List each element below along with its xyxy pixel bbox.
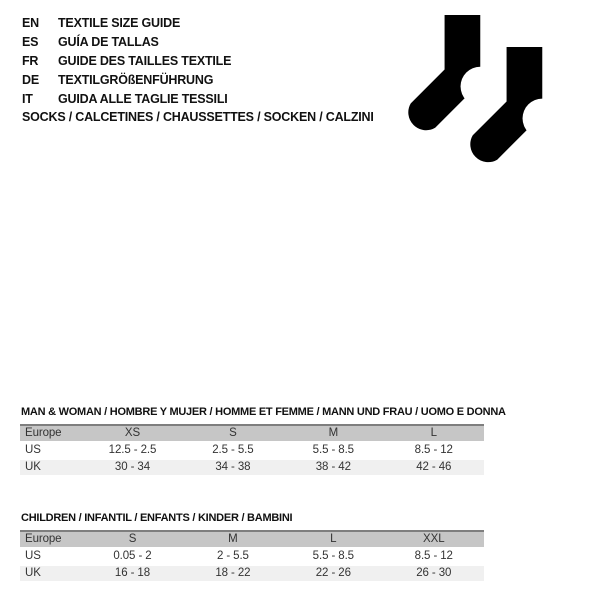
language-code-en: EN [22, 15, 39, 30]
adults-uk-m: 38 - 42 [283, 460, 383, 477]
language-row-en [22, 13, 231, 32]
adults-col-l: L [384, 424, 484, 443]
adults-size-table [20, 424, 484, 477]
category-title: SOCKS / CALCETINES / CHAUSSETTES / SOCKEN / CALZINI [22, 110, 374, 124]
language-code-de: DE [22, 72, 39, 87]
language-code-fr: FR [22, 53, 39, 68]
adults-us-m: 5.5 - 8.5 [283, 443, 383, 460]
children-us-label: US [20, 549, 82, 566]
language-label-es: GUÍA DE TALLAS [58, 34, 159, 49]
children-col-s: S [82, 530, 182, 549]
language-row-de [22, 70, 231, 89]
sock-left-shape [408, 15, 500, 130]
adults-us-l: 8.5 - 12 [384, 443, 484, 460]
language-guide-list [22, 13, 231, 108]
adults-uk-l: 42 - 46 [384, 460, 484, 477]
adults-uk-s: 34 - 38 [183, 460, 283, 477]
children-size-section [20, 512, 484, 583]
adults-table-title: MAN & WOMAN / HOMBRE Y MUJER / HOMME ET FEMME / MANN UND FRAU / UOMO E DONNA [21, 406, 506, 418]
adults-uk-xs: 30 - 34 [82, 460, 182, 477]
adults-row-uk [20, 460, 484, 477]
socks-icon [407, 15, 562, 171]
children-row-us [20, 549, 484, 566]
children-us-s: 0.05 - 2 [82, 549, 182, 566]
language-code-es: ES [22, 34, 39, 49]
children-us-m: 2 - 5.5 [183, 549, 283, 566]
children-table-title: CHILDREN / INFANTIL / ENFANTS / KINDER / BAMBINI [21, 512, 293, 524]
language-code-it: IT [22, 91, 33, 106]
adults-row-us [20, 443, 484, 460]
adults-us-label: US [20, 443, 82, 460]
children-uk-l: 22 - 26 [283, 566, 383, 583]
adults-col-europe: Europe [20, 424, 82, 443]
language-label-it: GUIDA ALLE TAGLIE TESSILI [58, 91, 228, 106]
children-col-europe: Europe [20, 530, 82, 549]
children-uk-label: UK [20, 566, 82, 583]
children-uk-m: 18 - 22 [183, 566, 283, 583]
language-label-en: TEXTILE SIZE GUIDE [58, 15, 181, 30]
adults-us-xs: 12.5 - 2.5 [82, 443, 182, 460]
children-col-xxl: XXL [384, 530, 484, 549]
children-uk-xxl: 26 - 30 [384, 566, 484, 583]
language-row-es [22, 32, 231, 51]
language-label-fr: GUIDE DES TAILLES TEXTILE [58, 53, 232, 68]
children-size-table [20, 530, 484, 583]
children-col-l: L [283, 530, 383, 549]
children-row-uk [20, 566, 484, 583]
adults-uk-label: UK [20, 460, 82, 477]
language-label-de: TEXTILGRÖßENFÜHRUNG [58, 72, 214, 87]
children-uk-s: 16 - 18 [82, 566, 182, 583]
children-us-xxl: 8.5 - 12 [384, 549, 484, 566]
language-row-fr [22, 51, 231, 70]
adults-col-s: S [183, 424, 283, 443]
adults-size-section [20, 406, 506, 477]
adults-us-s: 2.5 - 5.5 [183, 443, 283, 460]
adults-col-m: M [283, 424, 383, 443]
children-col-m: M [183, 530, 283, 549]
language-row-it [22, 89, 231, 108]
adults-col-xs: XS [82, 424, 182, 443]
children-us-l: 5.5 - 8.5 [283, 549, 383, 566]
adults-header-row [20, 424, 484, 443]
children-header-row [20, 530, 484, 549]
